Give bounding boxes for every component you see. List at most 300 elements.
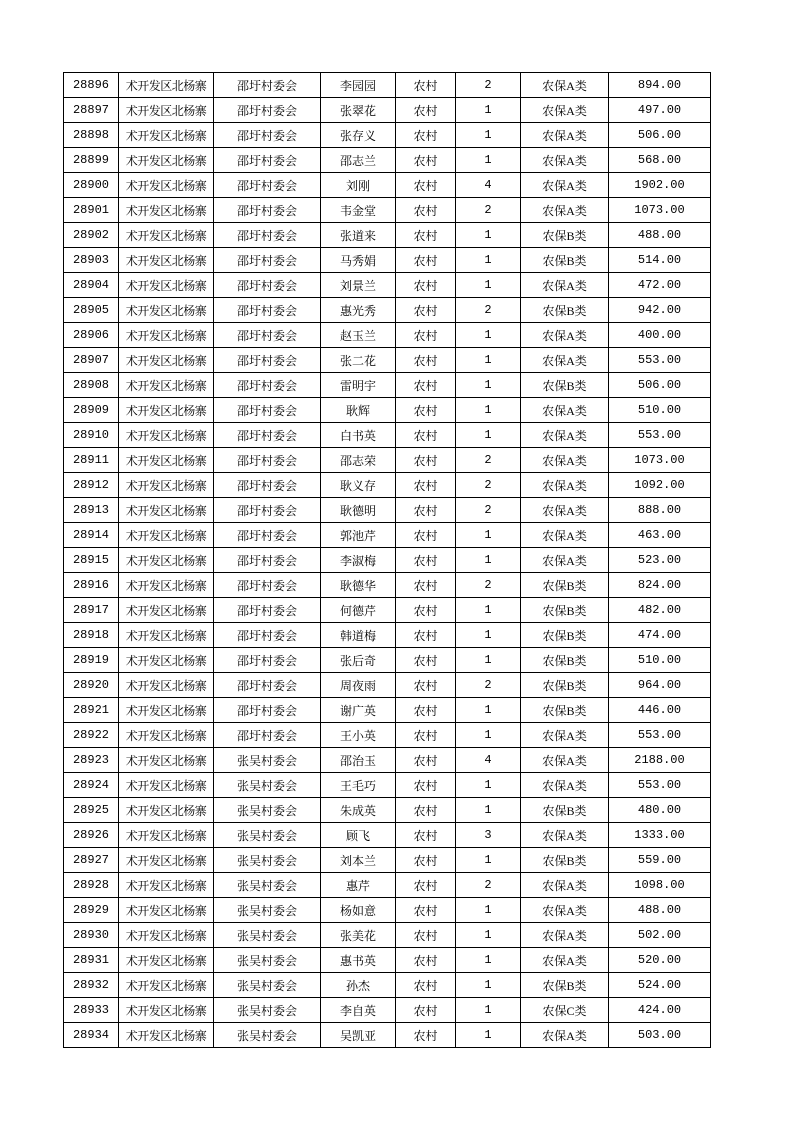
person-name-cell: 惠芹 — [321, 873, 396, 898]
table-row — [64, 423, 711, 448]
village-committee-cell: 张吴村委会 — [214, 748, 321, 773]
district-cell: 术开发区北杨寨 — [119, 548, 214, 573]
insurance-category-cell: 农保A类 — [521, 498, 609, 523]
village-committee-cell: 张吴村委会 — [214, 873, 321, 898]
table-row — [64, 398, 711, 423]
record-id-cell: 28907 — [64, 348, 119, 373]
district-cell: 术开发区北杨寨 — [119, 373, 214, 398]
residence-type-cell: 农村 — [396, 173, 456, 198]
record-id-cell: 28928 — [64, 873, 119, 898]
person-name-cell: 邵志荣 — [321, 448, 396, 473]
table-row — [64, 198, 711, 223]
village-committee-cell: 邵圩村委会 — [214, 73, 321, 98]
amount-cell: 1073.00 — [609, 448, 711, 473]
residence-type-cell: 农村 — [396, 848, 456, 873]
person-count-cell: 1 — [456, 323, 521, 348]
table-row — [64, 473, 711, 498]
table-row — [64, 123, 711, 148]
village-committee-cell: 张吴村委会 — [214, 948, 321, 973]
insurance-category-cell: 农保A类 — [521, 73, 609, 98]
residence-type-cell: 农村 — [396, 198, 456, 223]
district-cell: 术开发区北杨寨 — [119, 223, 214, 248]
amount-cell: 568.00 — [609, 148, 711, 173]
record-id-cell: 28902 — [64, 223, 119, 248]
record-id-cell: 28914 — [64, 523, 119, 548]
person-name-cell: 李淑梅 — [321, 548, 396, 573]
record-id-cell: 28931 — [64, 948, 119, 973]
insurance-category-cell: 农保A类 — [521, 348, 609, 373]
insurance-category-cell: 农保A类 — [521, 448, 609, 473]
insurance-category-cell: 农保A类 — [521, 823, 609, 848]
person-count-cell: 1 — [456, 123, 521, 148]
person-count-cell: 2 — [456, 73, 521, 98]
person-name-cell: 朱成英 — [321, 798, 396, 823]
residence-type-cell: 农村 — [396, 573, 456, 598]
amount-cell: 474.00 — [609, 623, 711, 648]
district-cell: 术开发区北杨寨 — [119, 423, 214, 448]
table-row — [64, 748, 711, 773]
residence-type-cell: 农村 — [396, 148, 456, 173]
person-name-cell: 耿德明 — [321, 498, 396, 523]
district-cell: 术开发区北杨寨 — [119, 173, 214, 198]
residence-type-cell: 农村 — [396, 273, 456, 298]
village-committee-cell: 张吴村委会 — [214, 823, 321, 848]
record-id-cell: 28901 — [64, 198, 119, 223]
village-committee-cell: 张吴村委会 — [214, 773, 321, 798]
person-name-cell: 张翠花 — [321, 98, 396, 123]
insurance-category-cell: 农保A类 — [521, 323, 609, 348]
residence-type-cell: 农村 — [396, 998, 456, 1023]
person-name-cell: 王小英 — [321, 723, 396, 748]
insurance-category-cell: 农保A类 — [521, 948, 609, 973]
residence-type-cell: 农村 — [396, 98, 456, 123]
village-committee-cell: 邵圩村委会 — [214, 648, 321, 673]
insurance-category-cell: 农保A类 — [521, 123, 609, 148]
table-row — [64, 348, 711, 373]
person-count-cell: 2 — [456, 473, 521, 498]
village-committee-cell: 邵圩村委会 — [214, 673, 321, 698]
district-cell: 术开发区北杨寨 — [119, 748, 214, 773]
district-cell: 术开发区北杨寨 — [119, 573, 214, 598]
residence-type-cell: 农村 — [396, 448, 456, 473]
person-count-cell: 1 — [456, 973, 521, 998]
person-count-cell: 1 — [456, 523, 521, 548]
district-cell: 术开发区北杨寨 — [119, 398, 214, 423]
record-id-cell: 28915 — [64, 548, 119, 573]
record-id-cell: 28918 — [64, 623, 119, 648]
residence-type-cell: 农村 — [396, 398, 456, 423]
village-committee-cell: 邵圩村委会 — [214, 623, 321, 648]
record-id-cell: 28897 — [64, 98, 119, 123]
person-name-cell: 张美花 — [321, 923, 396, 948]
insurance-category-cell: 农保B类 — [521, 848, 609, 873]
amount-cell: 1098.00 — [609, 873, 711, 898]
amount-cell: 888.00 — [609, 498, 711, 523]
village-committee-cell: 邵圩村委会 — [214, 448, 321, 473]
district-cell: 术开发区北杨寨 — [119, 773, 214, 798]
table-row — [64, 248, 711, 273]
village-committee-cell: 邵圩村委会 — [214, 598, 321, 623]
table-row — [64, 373, 711, 398]
person-count-cell: 1 — [456, 848, 521, 873]
insurance-category-cell: 农保A类 — [521, 398, 609, 423]
record-id-cell: 28926 — [64, 823, 119, 848]
amount-cell: 964.00 — [609, 673, 711, 698]
person-name-cell: 耿德华 — [321, 573, 396, 598]
village-committee-cell: 张吴村委会 — [214, 848, 321, 873]
insurance-category-cell: 农保A类 — [521, 723, 609, 748]
amount-cell: 553.00 — [609, 348, 711, 373]
residence-type-cell: 农村 — [396, 723, 456, 748]
amount-cell: 497.00 — [609, 98, 711, 123]
residence-type-cell: 农村 — [396, 1023, 456, 1048]
record-id-cell: 28930 — [64, 923, 119, 948]
table-row — [64, 548, 711, 573]
amount-cell: 553.00 — [609, 773, 711, 798]
person-name-cell: 邵治玉 — [321, 748, 396, 773]
record-id-cell: 28920 — [64, 673, 119, 698]
district-cell: 术开发区北杨寨 — [119, 198, 214, 223]
amount-cell: 506.00 — [609, 123, 711, 148]
person-count-cell: 2 — [456, 448, 521, 473]
village-committee-cell: 邵圩村委会 — [214, 148, 321, 173]
village-committee-cell: 邵圩村委会 — [214, 173, 321, 198]
district-cell: 术开发区北杨寨 — [119, 973, 214, 998]
table-row — [64, 1023, 711, 1048]
amount-cell: 488.00 — [609, 898, 711, 923]
district-cell: 术开发区北杨寨 — [119, 1023, 214, 1048]
residence-type-cell: 农村 — [396, 873, 456, 898]
amount-cell: 514.00 — [609, 248, 711, 273]
record-id-cell: 28923 — [64, 748, 119, 773]
person-count-cell: 1 — [456, 548, 521, 573]
person-count-cell: 1 — [456, 698, 521, 723]
district-cell: 术开发区北杨寨 — [119, 448, 214, 473]
insurance-category-cell: 农保A类 — [521, 898, 609, 923]
person-count-cell: 2 — [456, 498, 521, 523]
person-count-cell: 4 — [456, 173, 521, 198]
person-name-cell: 韦金堂 — [321, 198, 396, 223]
record-id-cell: 28932 — [64, 973, 119, 998]
table-row — [64, 898, 711, 923]
person-name-cell: 吴凯亚 — [321, 1023, 396, 1048]
table-row — [64, 598, 711, 623]
amount-cell: 510.00 — [609, 398, 711, 423]
person-name-cell: 杨如意 — [321, 898, 396, 923]
record-id-cell: 28929 — [64, 898, 119, 923]
table-row — [64, 848, 711, 873]
record-id-cell: 28933 — [64, 998, 119, 1023]
insurance-category-cell: 农保B类 — [521, 373, 609, 398]
person-name-cell: 张二花 — [321, 348, 396, 373]
amount-cell: 506.00 — [609, 373, 711, 398]
village-committee-cell: 邵圩村委会 — [214, 473, 321, 498]
insurance-category-cell: 农保B类 — [521, 673, 609, 698]
amount-cell: 1902.00 — [609, 173, 711, 198]
district-cell: 术开发区北杨寨 — [119, 823, 214, 848]
table-row — [64, 298, 711, 323]
person-count-cell: 1 — [456, 1023, 521, 1048]
person-count-cell: 1 — [456, 898, 521, 923]
district-cell: 术开发区北杨寨 — [119, 598, 214, 623]
village-committee-cell: 张吴村委会 — [214, 973, 321, 998]
district-cell: 术开发区北杨寨 — [119, 723, 214, 748]
village-committee-cell: 邵圩村委会 — [214, 573, 321, 598]
insurance-category-cell: 农保A类 — [521, 273, 609, 298]
residence-type-cell: 农村 — [396, 798, 456, 823]
insurance-category-cell: 农保B类 — [521, 223, 609, 248]
table-row — [64, 948, 711, 973]
record-id-cell: 28899 — [64, 148, 119, 173]
insurance-category-cell: 农保A类 — [521, 873, 609, 898]
residence-type-cell: 农村 — [396, 748, 456, 773]
insurance-category-cell: 农保A类 — [521, 773, 609, 798]
district-cell: 术开发区北杨寨 — [119, 498, 214, 523]
village-committee-cell: 邵圩村委会 — [214, 348, 321, 373]
person-name-cell: 刘景兰 — [321, 273, 396, 298]
table-row — [64, 323, 711, 348]
insurance-category-cell: 农保A类 — [521, 198, 609, 223]
record-id-cell: 28917 — [64, 598, 119, 623]
record-id-cell: 28934 — [64, 1023, 119, 1048]
residence-type-cell: 农村 — [396, 348, 456, 373]
table-row — [64, 923, 711, 948]
district-cell: 术开发区北杨寨 — [119, 273, 214, 298]
amount-cell: 559.00 — [609, 848, 711, 873]
person-count-cell: 1 — [456, 98, 521, 123]
district-cell: 术开发区北杨寨 — [119, 298, 214, 323]
record-id-cell: 28925 — [64, 798, 119, 823]
amount-cell: 2188.00 — [609, 748, 711, 773]
table-row — [64, 873, 711, 898]
person-count-cell: 2 — [456, 198, 521, 223]
insurance-category-cell: 农保A类 — [521, 548, 609, 573]
district-cell: 术开发区北杨寨 — [119, 698, 214, 723]
person-name-cell: 张后奇 — [321, 648, 396, 673]
record-id-cell: 28904 — [64, 273, 119, 298]
person-name-cell: 刘刚 — [321, 173, 396, 198]
district-cell: 术开发区北杨寨 — [119, 873, 214, 898]
table-row — [64, 498, 711, 523]
village-committee-cell: 张吴村委会 — [214, 923, 321, 948]
residence-type-cell: 农村 — [396, 623, 456, 648]
village-committee-cell: 邵圩村委会 — [214, 98, 321, 123]
record-id-cell: 28900 — [64, 173, 119, 198]
person-count-cell: 4 — [456, 748, 521, 773]
district-cell: 术开发区北杨寨 — [119, 798, 214, 823]
table-row — [64, 148, 711, 173]
table-row — [64, 623, 711, 648]
person-name-cell: 白书英 — [321, 423, 396, 448]
person-count-cell: 1 — [456, 598, 521, 623]
insurance-category-cell: 农保B类 — [521, 648, 609, 673]
district-cell: 术开发区北杨寨 — [119, 848, 214, 873]
person-name-cell: 赵玉兰 — [321, 323, 396, 348]
person-name-cell: 马秀娟 — [321, 248, 396, 273]
person-count-cell: 1 — [456, 623, 521, 648]
residence-type-cell: 农村 — [396, 323, 456, 348]
table-row — [64, 648, 711, 673]
residence-type-cell: 农村 — [396, 223, 456, 248]
record-id-cell: 28909 — [64, 398, 119, 423]
record-id-cell: 28906 — [64, 323, 119, 348]
amount-cell: 1333.00 — [609, 823, 711, 848]
table-row — [64, 673, 711, 698]
table-row — [64, 973, 711, 998]
record-id-cell: 28911 — [64, 448, 119, 473]
village-committee-cell: 邵圩村委会 — [214, 273, 321, 298]
person-count-cell: 2 — [456, 873, 521, 898]
residence-type-cell: 农村 — [396, 698, 456, 723]
amount-cell: 520.00 — [609, 948, 711, 973]
record-id-cell: 28921 — [64, 698, 119, 723]
person-name-cell: 刘本兰 — [321, 848, 396, 873]
person-count-cell: 1 — [456, 773, 521, 798]
amount-cell: 488.00 — [609, 223, 711, 248]
person-name-cell: 邵志兰 — [321, 148, 396, 173]
person-count-cell: 1 — [456, 348, 521, 373]
insurance-category-cell: 农保B类 — [521, 973, 609, 998]
person-count-cell: 1 — [456, 648, 521, 673]
table-row — [64, 223, 711, 248]
district-cell: 术开发区北杨寨 — [119, 648, 214, 673]
district-cell: 术开发区北杨寨 — [119, 98, 214, 123]
amount-cell: 942.00 — [609, 298, 711, 323]
person-count-cell: 1 — [456, 398, 521, 423]
person-count-cell: 2 — [456, 573, 521, 598]
record-id-cell: 28903 — [64, 248, 119, 273]
person-name-cell: 谢广英 — [321, 698, 396, 723]
residence-type-cell: 农村 — [396, 123, 456, 148]
person-count-cell: 2 — [456, 673, 521, 698]
residence-type-cell: 农村 — [396, 498, 456, 523]
amount-cell: 553.00 — [609, 723, 711, 748]
table-row — [64, 273, 711, 298]
amount-cell: 480.00 — [609, 798, 711, 823]
amount-cell: 894.00 — [609, 73, 711, 98]
insurance-category-cell: 农保C类 — [521, 998, 609, 1023]
district-cell: 术开发区北杨寨 — [119, 948, 214, 973]
village-committee-cell: 邵圩村委会 — [214, 198, 321, 223]
record-id-cell: 28924 — [64, 773, 119, 798]
residence-type-cell: 农村 — [396, 648, 456, 673]
village-committee-cell: 邵圩村委会 — [214, 298, 321, 323]
village-committee-cell: 邵圩村委会 — [214, 248, 321, 273]
record-id-cell: 28905 — [64, 298, 119, 323]
village-committee-cell: 邵圩村委会 — [214, 223, 321, 248]
person-name-cell: 张道来 — [321, 223, 396, 248]
village-committee-cell: 邵圩村委会 — [214, 373, 321, 398]
table-body — [64, 73, 711, 1048]
person-count-cell: 1 — [456, 248, 521, 273]
district-cell: 术开发区北杨寨 — [119, 148, 214, 173]
residence-type-cell: 农村 — [396, 373, 456, 398]
amount-cell: 524.00 — [609, 973, 711, 998]
village-committee-cell: 邵圩村委会 — [214, 423, 321, 448]
insurance-category-cell: 农保A类 — [521, 423, 609, 448]
insurance-category-cell: 农保A类 — [521, 923, 609, 948]
person-name-cell: 李自英 — [321, 998, 396, 1023]
village-committee-cell: 邵圩村委会 — [214, 123, 321, 148]
residence-type-cell: 农村 — [396, 823, 456, 848]
insurance-category-cell: 农保B类 — [521, 573, 609, 598]
person-name-cell: 郭池芹 — [321, 523, 396, 548]
person-name-cell: 顾飞 — [321, 823, 396, 848]
person-name-cell: 惠光秀 — [321, 298, 396, 323]
record-id-cell: 28919 — [64, 648, 119, 673]
district-cell: 术开发区北杨寨 — [119, 123, 214, 148]
table-row — [64, 98, 711, 123]
table-row — [64, 723, 711, 748]
insurance-category-cell: 农保B类 — [521, 248, 609, 273]
table-row — [64, 73, 711, 98]
person-count-cell: 1 — [456, 723, 521, 748]
person-count-cell: 1 — [456, 998, 521, 1023]
record-id-cell: 28898 — [64, 123, 119, 148]
insurance-category-cell: 农保B类 — [521, 298, 609, 323]
village-committee-cell: 邵圩村委会 — [214, 498, 321, 523]
person-count-cell: 3 — [456, 823, 521, 848]
district-cell: 术开发区北杨寨 — [119, 348, 214, 373]
amount-cell: 472.00 — [609, 273, 711, 298]
person-count-cell: 1 — [456, 948, 521, 973]
district-cell: 术开发区北杨寨 — [119, 998, 214, 1023]
benefits-table — [63, 72, 711, 1048]
amount-cell: 824.00 — [609, 573, 711, 598]
person-count-cell: 1 — [456, 923, 521, 948]
table-row — [64, 173, 711, 198]
table-row — [64, 523, 711, 548]
village-committee-cell: 邵圩村委会 — [214, 698, 321, 723]
person-name-cell: 何德芹 — [321, 598, 396, 623]
amount-cell: 523.00 — [609, 548, 711, 573]
residence-type-cell: 农村 — [396, 298, 456, 323]
residence-type-cell: 农村 — [396, 248, 456, 273]
person-name-cell: 孙杰 — [321, 973, 396, 998]
amount-cell: 1073.00 — [609, 198, 711, 223]
record-id-cell: 28913 — [64, 498, 119, 523]
amount-cell: 400.00 — [609, 323, 711, 348]
person-name-cell: 耿义存 — [321, 473, 396, 498]
residence-type-cell: 农村 — [396, 73, 456, 98]
record-id-cell: 28912 — [64, 473, 119, 498]
residence-type-cell: 农村 — [396, 523, 456, 548]
district-cell: 术开发区北杨寨 — [119, 248, 214, 273]
district-cell: 术开发区北杨寨 — [119, 323, 214, 348]
insurance-category-cell: 农保A类 — [521, 148, 609, 173]
village-committee-cell: 张吴村委会 — [214, 998, 321, 1023]
village-committee-cell: 张吴村委会 — [214, 1023, 321, 1048]
district-cell: 术开发区北杨寨 — [119, 523, 214, 548]
village-committee-cell: 邵圩村委会 — [214, 523, 321, 548]
residence-type-cell: 农村 — [396, 673, 456, 698]
table-row — [64, 698, 711, 723]
residence-type-cell: 农村 — [396, 423, 456, 448]
record-id-cell: 28916 — [64, 573, 119, 598]
person-name-cell: 王毛巧 — [321, 773, 396, 798]
village-committee-cell: 张吴村委会 — [214, 898, 321, 923]
district-cell: 术开发区北杨寨 — [119, 898, 214, 923]
village-committee-cell: 邵圩村委会 — [214, 723, 321, 748]
village-committee-cell: 张吴村委会 — [214, 798, 321, 823]
table-row — [64, 798, 711, 823]
residence-type-cell: 农村 — [396, 898, 456, 923]
person-count-cell: 1 — [456, 148, 521, 173]
insurance-category-cell: 农保A类 — [521, 98, 609, 123]
amount-cell: 503.00 — [609, 1023, 711, 1048]
record-id-cell: 28927 — [64, 848, 119, 873]
person-count-cell: 1 — [456, 223, 521, 248]
